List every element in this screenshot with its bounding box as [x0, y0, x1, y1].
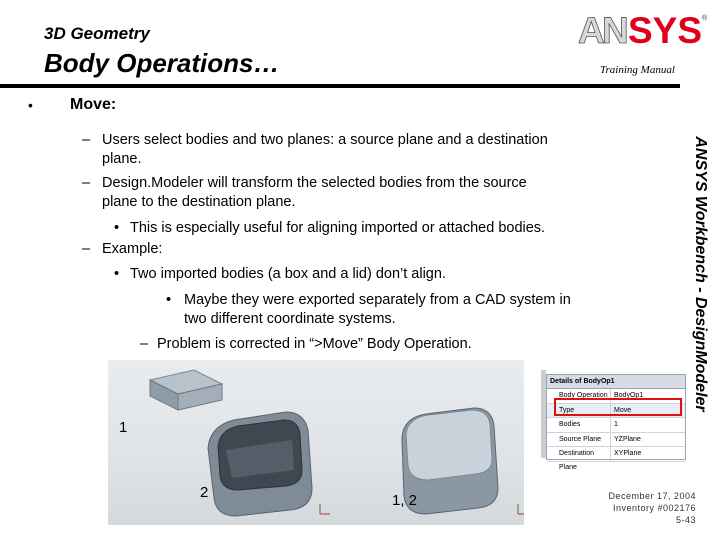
move-heading: Move:: [70, 96, 117, 113]
section-subtitle: 3D Geometry: [44, 24, 150, 43]
details-value: Move: [614, 406, 632, 414]
text-line: This is especially useful for aligning imported or attached bodies.: [130, 220, 546, 236]
details-panel-title: Details of BodyOp1: [547, 375, 685, 389]
figure-label-1-2: 1, 2: [392, 492, 418, 509]
text-line: Example:: [102, 241, 163, 257]
svg-text:N: N: [602, 10, 628, 50]
footer-info: [586, 490, 696, 526]
text-line: plane.: [102, 151, 142, 167]
details-key: Body Operation: [547, 389, 611, 403]
svg-text:SYS: SYS: [628, 10, 703, 50]
box-body: [208, 412, 312, 516]
text-line: two different coordinate systems.: [184, 311, 396, 327]
text-line: Problem is corrected in “>Move” Body Operation.: [157, 336, 472, 352]
svg-text:®: ®: [702, 15, 708, 22]
sub-bullet-marker: •: [166, 292, 172, 308]
sub-bullet-marker: •: [114, 220, 120, 236]
text-line: Two imported bodies (a box and a lid) don’t align.: [130, 266, 446, 282]
details-key: Destination Plane: [547, 447, 611, 461]
lid-body: [150, 370, 222, 410]
triad-icon: [320, 504, 330, 514]
details-key: Source Plane: [547, 433, 611, 447]
details-panel: [546, 374, 686, 471]
dash-marker: –: [82, 241, 91, 257]
footer-date: December 17, 2004: [608, 491, 696, 501]
details-value: YZPlane: [614, 435, 641, 443]
details-value: XYPlane: [614, 450, 642, 458]
figure-label-1: 1: [119, 419, 128, 436]
svg-text:A: A: [578, 10, 604, 50]
dash-marker: –: [82, 175, 91, 191]
training-manual-label: Training Manual: [600, 64, 675, 76]
dash-marker: –: [82, 132, 91, 148]
text-line: Design.Modeler will transform the selected bodies from the source: [102, 175, 527, 191]
model-screenshot: [108, 360, 524, 525]
highlight-box: [554, 398, 682, 416]
body-renderings: [108, 360, 524, 525]
details-value: BodyOp1: [614, 392, 644, 399]
sub-bullet-marker: •: [114, 266, 120, 282]
header-rule: [0, 84, 680, 88]
details-key: Bodies: [547, 418, 611, 432]
details-row[interactable]: [547, 447, 685, 471]
footer-page-number: 5-43: [675, 515, 696, 525]
text-line: Maybe they were exported separately from a CAD system in: [184, 292, 571, 308]
bullet-marker: •: [28, 97, 33, 113]
details-row[interactable]: [547, 418, 685, 433]
ansys-logo: [578, 8, 710, 50]
triad-icon: [518, 504, 524, 514]
text-line: plane to the destination plane.: [102, 194, 296, 210]
dash-marker: –: [140, 336, 149, 352]
text-line: Users select bodies and two planes: a source plane and a destination: [102, 132, 548, 148]
footer-inventory: Inventory #002176: [612, 503, 696, 513]
figure-label-2: 2: [200, 484, 209, 501]
side-banner-text: ANSYS Workbench - DesignModeler: [692, 136, 709, 412]
details-value: 1: [614, 421, 618, 429]
side-banner: [680, 84, 720, 464]
details-row[interactable]: [547, 433, 685, 448]
page-title: Body Operations…: [44, 48, 280, 78]
details-key: Type: [547, 404, 611, 418]
